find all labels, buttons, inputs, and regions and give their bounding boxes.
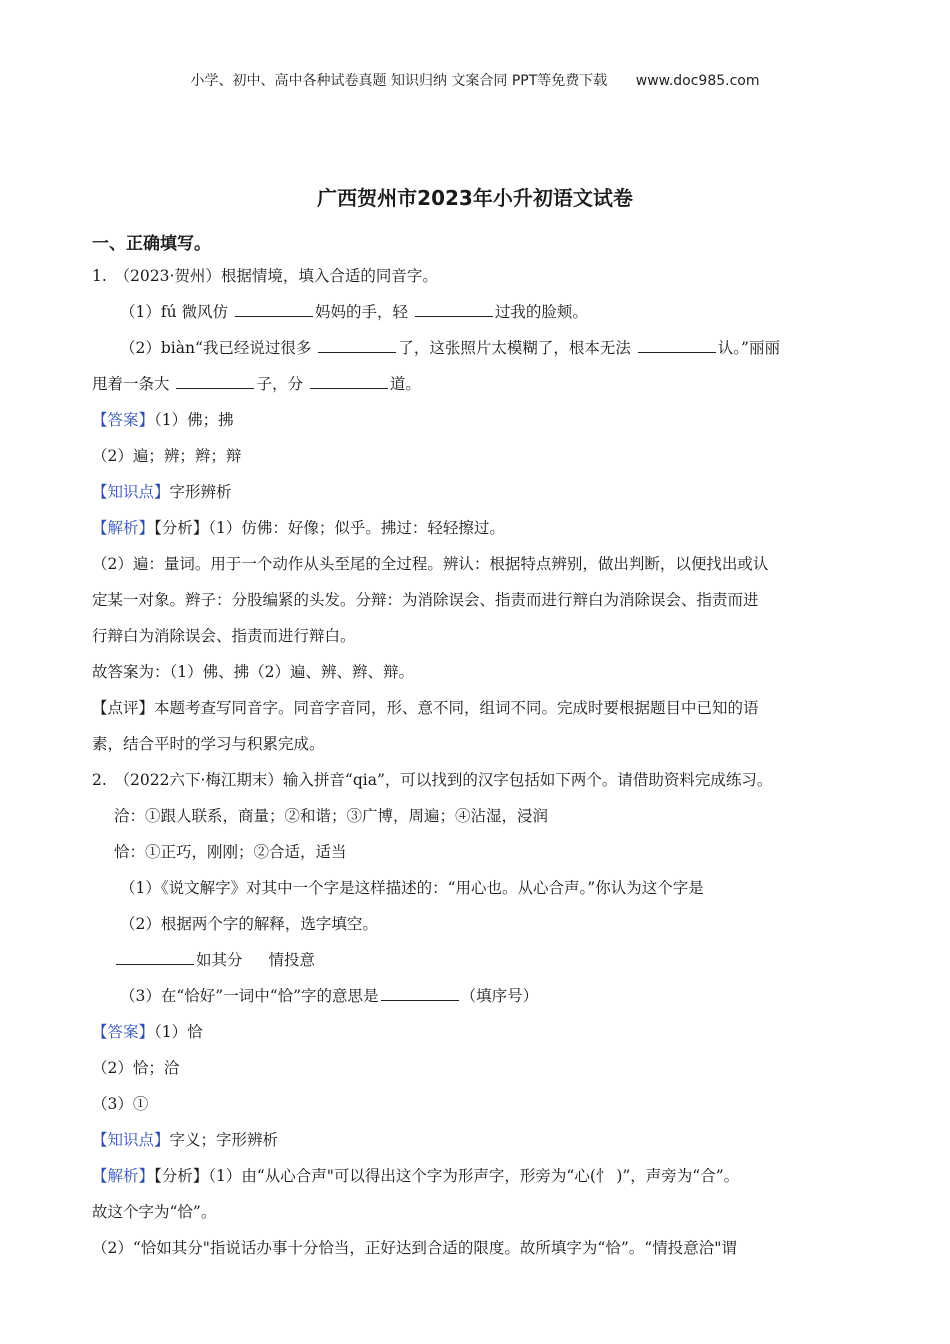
header-tagline: 小学、初中、高中各种试卷真题 知识归纳 文案合同 PPT等免费下载 [190,73,608,89]
answer-blank[interactable] [235,300,313,317]
knowledge-tag: 【知识点】 [92,483,170,501]
q2-analysis-2: 故这个字为“恰”。 [92,1203,217,1221]
section-heading: 一、正确填写。 [92,234,211,254]
q2-stem: 2. （2022六下·梅江期末）输入拼音“qia”，可以找到的汉字包括如下两个。请借助资料完成练习。 [92,771,773,789]
answer-blank[interactable] [176,372,254,389]
q1-part2-cont: 甩着一条大 子，分 道。 [92,366,862,402]
q1-comment: 【点评】本题考查写同音字。同音字音同，形、意不同，组词不同。完成时要根据题目中已知的语 [92,699,759,717]
q2-answer: 【答案】（1）恰 [92,1023,203,1041]
answer-blank[interactable] [415,300,493,317]
exam-content [92,230,862,1266]
q1-stem: 1. （2023·贺州）根据情境，填入合适的同音字。 [92,267,438,285]
q2-definition-qia: 恰：①正巧，刚刚；②合适，适当 [114,843,347,861]
page-header [0,70,950,90]
analysis-tag: 【解析】 [92,519,155,537]
q2-sub1: （1）《说文解字》对其中一个字是这样描述的：“用心也。从心合声。”你认为这个字是 [120,879,704,897]
q1-analysis-4: 行辩白为消除误会、指责而进行辩白。 [92,627,356,645]
q1-analysis: 【解析】【分析】（1）仿佛：好像；似乎。拂过：轻轻擦过。 [92,519,505,537]
answer-blank[interactable] [116,948,194,965]
q1-part1: （1）fú 微风仿 妈妈的手，轻 过我的脸颊。 [92,294,862,330]
answer-blank[interactable] [318,336,396,353]
q2-knowledge: 【知识点】字义；字形辨析 [92,1131,279,1149]
answer-tag: 【答案】 [92,1023,155,1041]
q2-sub2: （2）根据两个字的解释，选字填空。 [120,915,378,933]
q2-analysis-3: （2）“恰如其分"指说话办事十分恰当，正好达到合适的限度。故所填字为“恰”。“情投意洽"谓 [92,1239,737,1257]
q1-knowledge: 【知识点】字形辨析 [92,483,232,501]
q1-part2: （2）biàn“我已经说过很多 了，这张照片太模糊了，根本无法 认。”丽丽 [92,330,862,366]
q2-answer-3: （3）① [92,1095,149,1113]
answer-blank[interactable] [638,336,716,353]
q1-answer: 【答案】（1）佛；拂 [92,411,234,429]
answer-blank[interactable] [310,372,388,389]
analysis-tag: 【解析】 [92,1167,155,1185]
q1-answer-2: （2）遍；辨；辫；辩 [92,447,242,465]
q2-answer-2: （2）恰；洽 [92,1059,180,1077]
q1-analysis-3: 定某一对象。辫子：分股编紧的头发。分辩：为消除误会、指责而进行辩白为消除误会、指责而进 [92,591,759,609]
q2-fill-line: 如其分 情投意 [92,942,862,978]
q2-analysis: 【解析】【分析】（1）由“从心合声"可以得出这个字为形声字，形旁为“心(忄 )”，声旁为“合”。 [92,1167,740,1185]
knowledge-tag: 【知识点】 [92,1131,170,1149]
q2-definition-qia4: 洽：①跟人联系，商量；②和谐；③广博，周遍；④沾湿，浸润 [114,807,549,825]
page-title: 广西贺州市2023年小升初语文试卷 [317,186,633,210]
q1-analysis-2: （2）遍：量词。用于一个动作从头至尾的全过程。辨认：根据特点辨别，做出判断，以便找出或认 [92,555,769,573]
header-site-link[interactable]: www.doc985.com [635,73,760,89]
q2-sub3: （3）在“恰好”一词中“恰”字的意思是 （填序号） [92,978,862,1014]
comment-tag: 【点评】 [92,699,155,717]
answer-blank[interactable] [381,984,459,1001]
q1-final-answer: 故答案为：（1）佛、拂（2）遍、辨、辫、辩。 [92,663,414,681]
q1-comment-2: 素，结合平时的学习与积累完成。 [92,735,325,753]
answer-tag: 【答案】 [92,411,155,429]
